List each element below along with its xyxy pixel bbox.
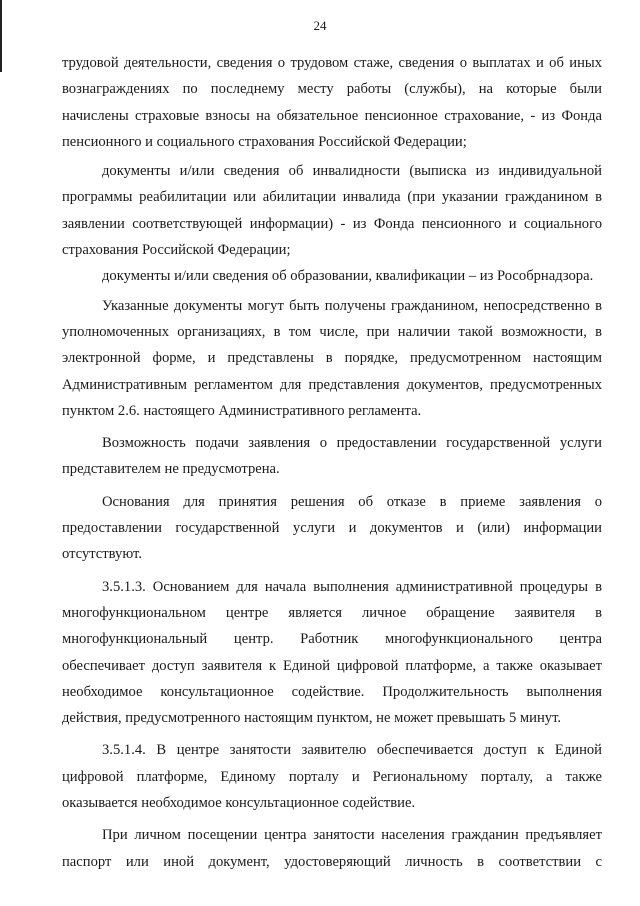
paragraph: [62, 737, 602, 816]
text-line: цифровой платформе, Единому порталу и Региональному порталу, а также: [62, 768, 602, 785]
text-line: документы и/или сведения об инвалидности (выписка из индивидуальной: [102, 163, 602, 180]
paragraph: [62, 50, 602, 155]
document-body: [62, 50, 602, 875]
text-line: 3.5.1.3. Основанием для начала выполнения административной процедуры в: [102, 578, 602, 595]
text-line: электронной форме, и представлены в порядке, предусмотренном настоящим: [62, 350, 602, 367]
text-line: При личном посещении центра занятости населения гражданин предъявляет: [102, 827, 602, 844]
paragraph: [62, 822, 602, 875]
text-line: необходимое консультационное содействие. Продолжительность выполнения: [62, 683, 602, 700]
text-line: вознаграждениях по последнему месту работы (службы), на которые были: [62, 81, 602, 98]
paragraph: [62, 574, 602, 732]
text-line: пенсионного и социального страхования Российской Федерации;: [62, 133, 467, 150]
text-line: Основания для принятия решения об отказе в приеме заявления о: [102, 493, 602, 510]
paragraph: [62, 263, 602, 289]
text-line: заявлении соответствующей информации) - из Фонда пенсионного и социального: [62, 215, 602, 232]
text-line: отсутствуют.: [62, 546, 142, 563]
text-line: страхования Российской Федерации;: [62, 242, 291, 259]
text-line: 3.5.1.4. В центре занятости заявителю обеспечивается доступ к Единой: [102, 742, 602, 759]
text-line: начислены страховые взносы на обязательное пенсионное страхование, - из Фонда: [62, 107, 602, 124]
text-line: действия, предусмотренного настоящим пунктом, не может превышать 5 минут.: [62, 710, 562, 727]
text-line: программы реабилитации или абилитации инвалида (при указании гражданином в: [62, 189, 602, 206]
scan-edge-mark: [0, 0, 2, 72]
text-line: трудовой деятельности, сведения о трудовом стаже, сведения о выплатах и об иных: [62, 55, 602, 71]
text-line: уполномоченных организациях, в том числе, при наличии такой возможности, в: [62, 323, 602, 340]
text-line: многофункциональном центре является личное обращение заявителя в: [62, 604, 602, 621]
paragraph: [62, 158, 602, 263]
text-line: многофункциональный центр. Работник многофункционального центра: [62, 631, 602, 648]
text-line: пунктом 2.6. настоящего Административного регламента.: [62, 402, 422, 419]
page-number: 24: [313, 18, 327, 33]
text-line: документы и/или сведения об образовании, квалификации – из Рособрнадзора.: [102, 268, 594, 285]
text-line: предоставлении государственной услуги и документов и (или) информации: [62, 520, 602, 537]
paragraph: [62, 430, 602, 483]
text-line: оказывается необходимое консультационное содействие.: [62, 795, 416, 812]
text-line: Возможность подачи заявления о предоставлении государственной услуги: [102, 435, 602, 452]
text-line: представителем не предусмотрена.: [62, 461, 280, 478]
text-line: Административным регламентом для представления документов, предусмотренных: [62, 376, 602, 393]
text-line: обеспечивает доступ заявителя к Единой цифровой платформе, а также оказывает: [62, 657, 602, 674]
text-line: паспорт или иной документ, удостоверяющий личность в соответствии с: [62, 853, 602, 870]
paragraph: [62, 489, 602, 568]
text-line: Указанные документы могут быть получены гражданином, непосредственно в: [102, 297, 602, 314]
paragraph: [62, 293, 602, 424]
